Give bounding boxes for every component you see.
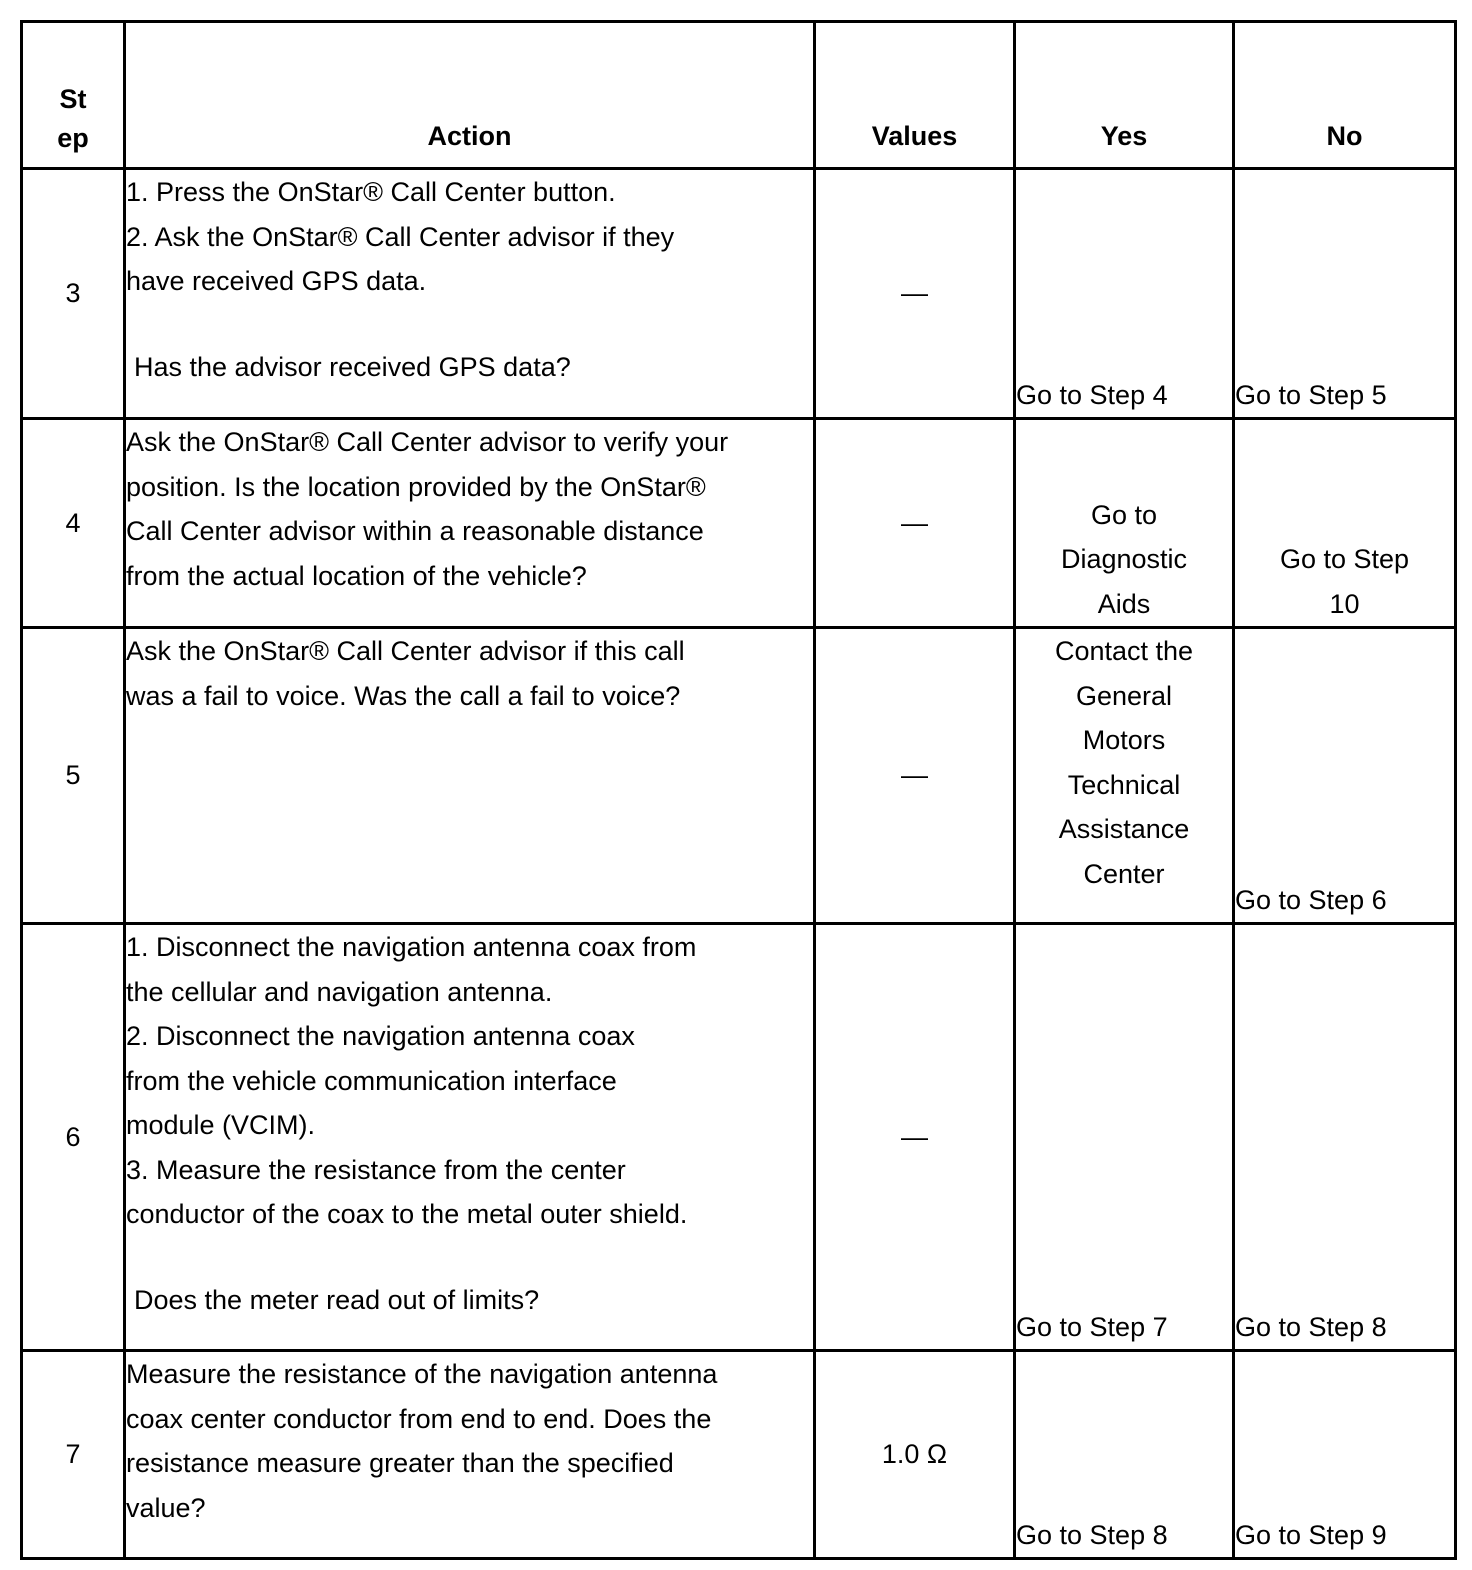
table-row-step-5 [22,628,1456,924]
action-line: Ask the OnStar® Call Center advisor to verify your [126,427,729,457]
header-step: St ep [22,22,125,169]
action-line: 3. Measure the resistance from the center [126,1154,626,1185]
action-line: 2. Disconnect the navigation antenna coax [126,1021,635,1051]
step-number: 7 [22,1351,125,1559]
value-cell: — [815,924,1015,1351]
action-cell [125,169,815,419]
action-cell [125,628,815,924]
value-cell: — [815,169,1015,419]
diagnostic-table [20,20,1457,1560]
header-yes: Yes [1015,22,1234,169]
action-line: Measure the resistance of the navigation antenna [126,1359,718,1389]
action-line: coax center conductor from end to end. Does the [126,1403,712,1434]
action-line: from the vehicle communication interface [126,1065,617,1096]
no-cell: Go to Step 8 [1234,924,1456,1351]
action-line: from the actual location of the vehicle? [126,560,587,591]
action-line: 1. Press the OnStar® Call Center button. [126,177,616,207]
step-number: 5 [22,628,125,924]
action-line: the cellular and navigation antenna. [126,976,553,1007]
action-line: Ask the OnStar® Call Center advisor if this call [126,636,685,666]
action-question: Does the meter read out of limits? [134,1284,540,1315]
yes-cell: Go to Step 8 [1015,1351,1234,1559]
action-line: conductor of the coax to the metal outer shield. [126,1199,688,1229]
no-cell: Go to Step 10 [1234,419,1456,628]
value-cell: — [815,628,1015,924]
table-row-step-4 [22,419,1456,628]
step-number: 6 [22,924,125,1351]
action-cell [125,1351,815,1559]
yes-cell: Contact the General Motors Technical Assistance Center [1015,628,1234,924]
step-number: 3 [22,169,125,419]
header-action: Action [125,22,815,169]
header-values: Values [815,22,1015,169]
action-line: have received GPS data. [126,266,427,296]
value-cell: — [815,419,1015,628]
action-line: resistance measure greater than the specified [126,1448,674,1478]
no-cell: Go to Step 5 [1234,169,1456,419]
yes-cell: Go to Step 4 [1015,169,1234,419]
action-cell [125,924,815,1351]
action-line: was a fail to voice. Was the call a fail to voice? [126,680,681,711]
no-cell: Go to Step 6 [1234,628,1456,924]
value-cell: 1.0 Ω [815,1351,1015,1559]
action-line: position. Is the location provided by the OnStar® [126,471,706,502]
table-row-step-7 [22,1351,1456,1559]
yes-cell: Go to Step 7 [1015,924,1234,1351]
header-row [22,22,1456,169]
action-line: 2. Ask the OnStar® Call Center advisor if they [126,221,675,252]
action-line: value? [126,1492,206,1523]
action-question: Has the advisor received GPS data? [134,351,571,382]
table-row-step-6 [22,924,1456,1351]
action-line: Call Center advisor within a reasonable distance [126,516,704,546]
table-row-step-3 [22,169,1456,419]
action-line: module (VCIM). [126,1110,316,1140]
step-number: 4 [22,419,125,628]
yes-cell: Go to Diagnostic Aids [1015,419,1234,628]
action-line: 1. Disconnect the navigation antenna coax from [126,932,697,962]
no-cell: Go to Step 9 [1234,1351,1456,1559]
action-cell [125,419,815,628]
header-no: No [1234,22,1456,169]
